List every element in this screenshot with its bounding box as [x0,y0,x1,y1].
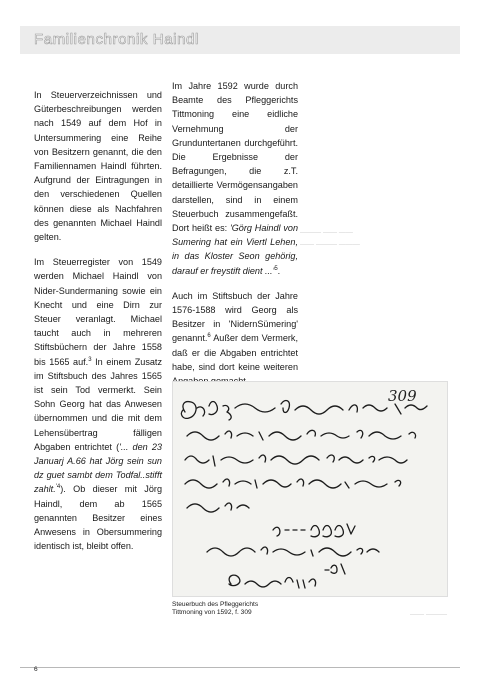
caption-line-1: Steuerbuch des Pfleggerichts [172,601,259,608]
caption-line-2: Tittmoning von 1592, f. 309 [172,609,252,616]
show-through-mark-3: —— ——— [410,611,447,618]
show-through-mark-1: ——— —— —— [300,229,353,236]
footnote-ref-4: '4 [55,484,61,491]
manuscript-handwriting [173,382,447,596]
left-paragraph-2-text-c: ). Ob dieser mit Jörg Haindl, dem ab 1565 genannten Besitzer eines Anwesens in Obersummering identisch ist, bleibt offen. [34,484,162,552]
right-column [172,79,298,399]
footer-rule [20,667,460,668]
left-paragraph-2-text-b: In einem Zusatz im Stiftsbuch des Jahres 1565 ist sein Tod vermerkt. Sein Sohn Georg hat das Anwesen übernommen und die mit dem Lehensübertrag fälligen Abgaben entrichtet ( [34,356,162,452]
right-paragraph-2-text-b: Außer dem Vermerk, daß er die Abgaben entrichtet habe, sind dort keine weiteren [172,333,298,372]
right-paragraph-2 [172,289,298,388]
folio-number: 309 [388,387,417,405]
left-paragraph-2-text-a: Im Steuerregister von 1549 werden Michael Haindl von Nider-Sundermaning sowie ein Knecht und eine Dirn zur Steuer veranlagt. Michael taucht auch in mehreren Stiftsbüchern der Jahre 1558 bis 1565 auf. [34,257,162,367]
chapter-title: Familienchronik Haindl [34,31,199,48]
left-paragraph-1: In Steuerverzeichnissen und Güterbeschreibungen werden nach 1549 auf dem Hof in Untersummering eine Reihe von Besitzern genannt, die den Familiennamen Haindl führten. Aufgrund der Eintragungen in den verschiedenen Quellen können diese als Nachfahren des genannten Michael Haindl gelten. [34,90,162,243]
left-column [34,88,162,565]
footnote-ref-6: 6 [207,333,211,340]
quote-jorg: '... den 23 Januarj A.66 hat Jörg sein sun dz guet sambt dem Todfal..stifft zahlt. [34,441,162,495]
right-paragraph-1-text-a: Im Jahre 1592 wurde durch Beamte des Pfleggerichts Tittmoning eine eidliche Vernehmung der Grunduntertanen durchgeführt. Die Ergebnisse der Befragungen, die z.T. detaillierte Vermögensangaben darstellen, sind in einem Steuerbuch zusammengefaßt. Dort heißt es: [172,81,298,234]
left-paragraph-2 [34,255,162,553]
right-paragraph-1 [172,79,298,278]
manuscript-figure [172,381,448,597]
figure-caption [172,601,322,617]
show-through-mark-2: —— ——— ——— [300,241,360,248]
footnote-ref-3: 3 [88,356,92,363]
quote-gorg: 'Görg Haindl von Sumering hat ein Viertl Lehen, in das Kloster Seon gehörig, darauf er freystift dient ...' [172,223,299,276]
right-paragraph-1-text-b: . [277,265,281,276]
right-paragraph-2-text-a: Auch im Stiftsbuch der Jahre 1576-1588 wird Georg als Besitzer in 'NidernSümering' genannt. [172,290,298,344]
page-number: 6 [34,666,38,673]
footnote-ref-5: 5 [274,265,278,272]
